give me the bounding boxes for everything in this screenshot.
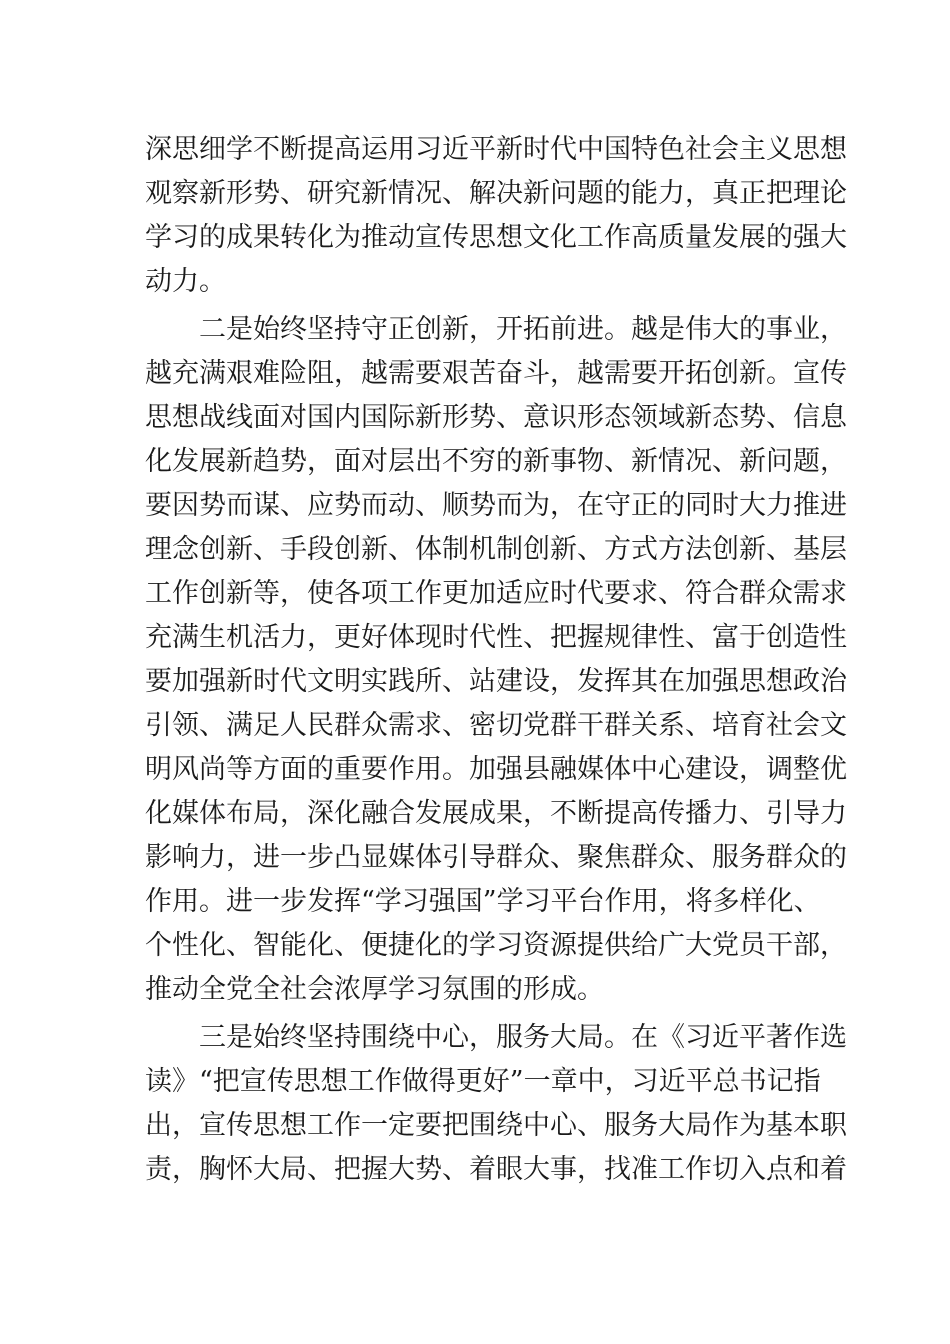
text-line: 推动全党全社会浓厚学习氛围的形成。 (145, 974, 604, 1005)
text-line: 引领、满足人民群众需求、密切党群干群关系、培育社会文 (145, 710, 847, 741)
text-line: 动力。 (145, 266, 226, 297)
text-line: 越充满艰难险阻，越需要艰苦奋斗，越需要开拓创新。宣传 (145, 358, 847, 389)
text-line: 工作创新等，使各项工作更加适应时代要求、符合群众需求 (145, 578, 847, 609)
paragraph-first-line: 二是始终坚持守正创新，开拓前进。越是伟大的事业， (199, 314, 847, 345)
text-line: 责，胸怀大局、把握大势、着眼大事，找准工作切入点和着 (145, 1154, 847, 1185)
text-line: 深思细学不断提高运用习近平新时代中国特色社会主义思想 (145, 134, 847, 165)
text-line: 个性化、智能化、便捷化的学习资源提供给广大党员干部， (145, 930, 847, 961)
text-line: 读》“把宣传思想工作做得更好”一章中，习近平总书记指 (145, 1066, 821, 1097)
text-line: 观察新形势、研究新情况、解决新问题的能力，真正把理论 (145, 178, 847, 209)
text-line: 学习的成果转化为推动宣传思想文化工作高质量发展的强大 (145, 222, 847, 253)
text-line: 思想战线面对国内国际新形势、意识形态领域新态势、信息 (145, 402, 847, 433)
text-line: 要因势而谋、应势而动、顺势而为，在守正的同时大力推进 (145, 490, 847, 521)
text-line: 理念创新、手段创新、体制机制创新、方式方法创新、基层 (145, 534, 847, 565)
text-line: 影响力，进一步凸显媒体引导群众、聚焦群众、服务群众的 (145, 842, 847, 873)
text-line: 化媒体布局，深化融合发展成果，不断提高传播力、引导力 (145, 798, 847, 829)
text-line: 化发展新趋势，面对层出不穷的新事物、新情况、新问题， (145, 446, 847, 477)
text-line: 充满生机活力，更好体现时代性、把握规律性、富于创造性 (145, 622, 847, 653)
text-line: 要加强新时代文明实践所、站建设，发挥其在加强思想政治 (145, 666, 847, 697)
text-line: 出，宣传思想工作一定要把围绕中心、服务大局作为基本职 (145, 1110, 847, 1141)
text-line: 明风尚等方面的重要作用。加强县融媒体中心建设，调整优 (145, 754, 847, 785)
text-line: 作用。进一步发挥“学习强国”学习平台作用，将多样化、 (145, 886, 821, 917)
paragraph-first-line: 三是始终坚持围绕中心，服务大局。在《习近平著作选 (199, 1022, 847, 1053)
